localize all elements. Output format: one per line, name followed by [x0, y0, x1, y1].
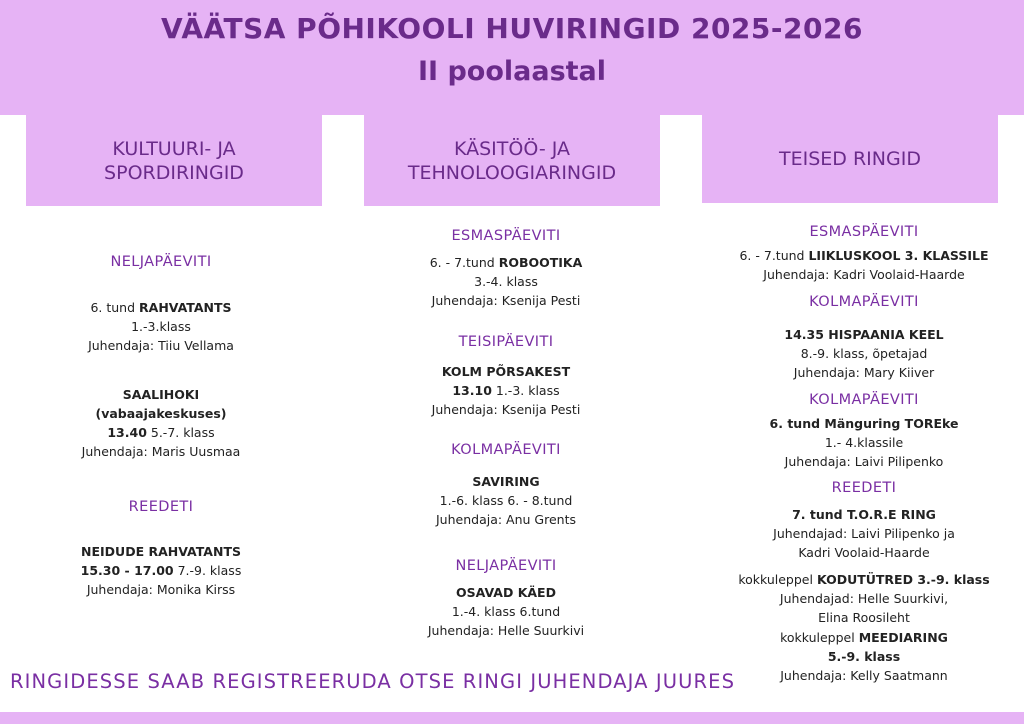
- activity-detail: Juhendaja: Tiiu Vellama: [88, 338, 234, 353]
- activity-detail: kokkuleppel: [780, 630, 859, 645]
- activity-detail: 7.-9. klass: [173, 563, 242, 578]
- activity-name: 13.40: [107, 425, 147, 440]
- activity-entry: [26, 385, 296, 461]
- activity-line: [26, 404, 296, 423]
- activity-detail: Juhendaja: Mary Kiiver: [793, 365, 935, 380]
- weekday-heading: REEDETI: [831, 480, 897, 496]
- activity-line: [726, 666, 1002, 685]
- activity-entry: [726, 505, 1002, 562]
- activity-entry: [364, 583, 648, 640]
- activity-line: [726, 246, 1002, 265]
- activity-line: [26, 298, 296, 317]
- activity-line: [364, 272, 648, 291]
- activity-name: NEIDUDE RAHVATANTS: [81, 544, 241, 559]
- activity-detail: 8.-9. klass, õpetajad: [800, 346, 928, 361]
- activity-name: (vabaajakeskuses): [95, 406, 227, 421]
- activity-line: [726, 647, 1002, 666]
- activity-entry: [364, 253, 648, 310]
- activity-line: [26, 317, 296, 336]
- activity-name: SAVIRING: [472, 474, 540, 489]
- activity-line: [726, 589, 1002, 608]
- activity-detail: 6. - 7.tund: [429, 255, 499, 270]
- activity-line: [364, 253, 648, 272]
- weekday-heading: KOLMAPÄEVITI: [809, 294, 919, 310]
- activity-line: [26, 442, 296, 461]
- column-culture-sport: [26, 0, 296, 724]
- activity-line: [364, 602, 648, 621]
- weekday-heading: NELJAPÄEVITI: [455, 558, 557, 574]
- activity-line: [726, 608, 1002, 627]
- activity-entry: [726, 325, 1002, 382]
- activity-detail: 1.- 4.klassile: [824, 435, 904, 450]
- weekday-heading: NELJAPÄEVITI: [110, 254, 212, 270]
- activity-line: [726, 265, 1002, 284]
- activity-line: [726, 505, 1002, 524]
- activity-detail: Juhendajad: Laivi Pilipenko ja: [773, 526, 955, 541]
- activity-line: [726, 628, 1002, 647]
- activity-detail: 3.-4. klass: [474, 274, 538, 289]
- activity-line: [726, 325, 1002, 344]
- weekday-heading: TEISIPÄEVITI: [458, 334, 554, 350]
- activity-detail: Kadri Voolaid-Haarde: [798, 545, 930, 560]
- activity-name: OSAVAD KÄED: [456, 585, 556, 600]
- activity-detail: Juhendaja: Helle Suurkivi: [427, 623, 585, 638]
- activity-line: [26, 385, 296, 404]
- weekday-heading: KOLMAPÄEVITI: [451, 442, 561, 458]
- activity-line: [26, 423, 296, 442]
- weekday-heading: REEDETI: [128, 499, 194, 515]
- activity-line: [726, 543, 1002, 562]
- activity-detail: Juhendajad: Helle Suurkivi,: [779, 591, 949, 606]
- weekday-heading: ESMASPÄEVITI: [809, 224, 919, 240]
- activity-line: [364, 491, 648, 510]
- activity-detail: 1.-3. klass: [491, 383, 560, 398]
- activity-line: [364, 362, 648, 381]
- activity-detail: kokkuleppel: [738, 572, 817, 587]
- activity-detail: Juhendaja: Laivi Pilipenko: [784, 454, 944, 469]
- activity-line: [364, 510, 648, 529]
- activity-detail: Juhendaja: Kelly Saatmann: [780, 668, 948, 683]
- activity-name: 7. tund T.O.R.E RING: [792, 507, 936, 522]
- activity-detail: Juhendaja: Anu Grents: [435, 512, 576, 527]
- activity-name: KODUTÜTRED 3.-9. klass: [816, 572, 990, 587]
- activity-name: 6. tund Mänguring TOREke: [769, 416, 959, 431]
- activity-name: SAALIHOKI: [122, 387, 200, 402]
- column-heading-culture-sport: KULTUURI- JA SPORDIRINGID: [26, 115, 322, 206]
- activity-entry: [726, 570, 1002, 627]
- activity-line: [726, 433, 1002, 452]
- activity-line: [726, 452, 1002, 471]
- activity-entry: [26, 542, 296, 599]
- activity-line: [726, 570, 1002, 589]
- activity-line: [26, 336, 296, 355]
- column-heading-crafts-tech: KÄSITÖÖ- JA TEHNOLOOGIARINGID: [364, 115, 660, 206]
- activity-detail: 1.-4. klass 6.tund: [451, 604, 561, 619]
- bottom-bar: [0, 712, 1024, 724]
- activity-name: 14.35 HISPAANIA KEEL: [784, 327, 944, 342]
- activity-detail: Juhendaja: Ksenija Pesti: [431, 293, 581, 308]
- activity-line: [364, 621, 648, 640]
- activity-line: [364, 400, 648, 419]
- activity-entry: [726, 628, 1002, 685]
- column-other: [726, 0, 1002, 724]
- activity-detail: 6. - 7.tund: [739, 248, 809, 263]
- activity-detail: 5.-7. klass: [146, 425, 215, 440]
- activity-detail: 6. tund: [90, 300, 140, 315]
- activity-name: 15.30 - 17.00: [80, 563, 174, 578]
- activity-line: [726, 524, 1002, 543]
- activity-name: KOLM PÕRSAKEST: [441, 364, 571, 379]
- registration-note: RINGIDESSE SAAB REGISTREERUDA OTSE RINGI JUHENDAJA JUURES: [10, 670, 736, 693]
- activity-detail: Elina Roosileht: [818, 610, 910, 625]
- column-heading-other: TEISED RINGID: [702, 115, 998, 203]
- activity-entry: [364, 362, 648, 419]
- activity-line: [726, 414, 1002, 433]
- activity-detail: Juhendaja: Ksenija Pesti: [431, 402, 581, 417]
- page-title: VÄÄTSA PÕHIKOOLI HUVIRINGID 2025-2026: [161, 12, 863, 45]
- activity-line: [26, 580, 296, 599]
- activity-name: 5.-9. klass: [827, 649, 901, 664]
- activity-detail: 1.-6. klass 6. - 8.tund: [439, 493, 573, 508]
- activity-line: [26, 561, 296, 580]
- activity-line: [364, 583, 648, 602]
- activity-name: MEEDIARING: [858, 630, 948, 645]
- activity-line: [26, 542, 296, 561]
- activity-name: ROBOOTIKA: [498, 255, 583, 270]
- column-crafts-tech: [364, 0, 648, 724]
- activity-name: RAHVATANTS: [139, 300, 232, 315]
- activity-name: 13.10: [452, 383, 492, 398]
- activity-detail: Juhendaja: Monika Kirss: [86, 582, 236, 597]
- activity-detail: 1.-3.klass: [131, 319, 191, 334]
- activity-entry: [726, 414, 1002, 471]
- activity-detail: Juhendaja: Kadri Voolaid-Haarde: [763, 267, 965, 282]
- page-subtitle: II poolaastal: [417, 56, 607, 87]
- activity-line: [364, 381, 648, 400]
- weekday-heading: ESMASPÄEVITI: [451, 228, 561, 244]
- activity-line: [364, 472, 648, 491]
- activity-name: LIIKLUSKOOL 3. KLASSILE: [808, 248, 989, 263]
- activity-line: [726, 344, 1002, 363]
- activity-entry: [364, 472, 648, 529]
- activity-entry: [26, 298, 296, 355]
- activity-detail: Juhendaja: Maris Uusmaa: [81, 444, 241, 459]
- activity-line: [364, 291, 648, 310]
- activity-line: [726, 363, 1002, 382]
- activity-entry: [726, 246, 1002, 284]
- weekday-heading: KOLMAPÄEVITI: [809, 392, 919, 408]
